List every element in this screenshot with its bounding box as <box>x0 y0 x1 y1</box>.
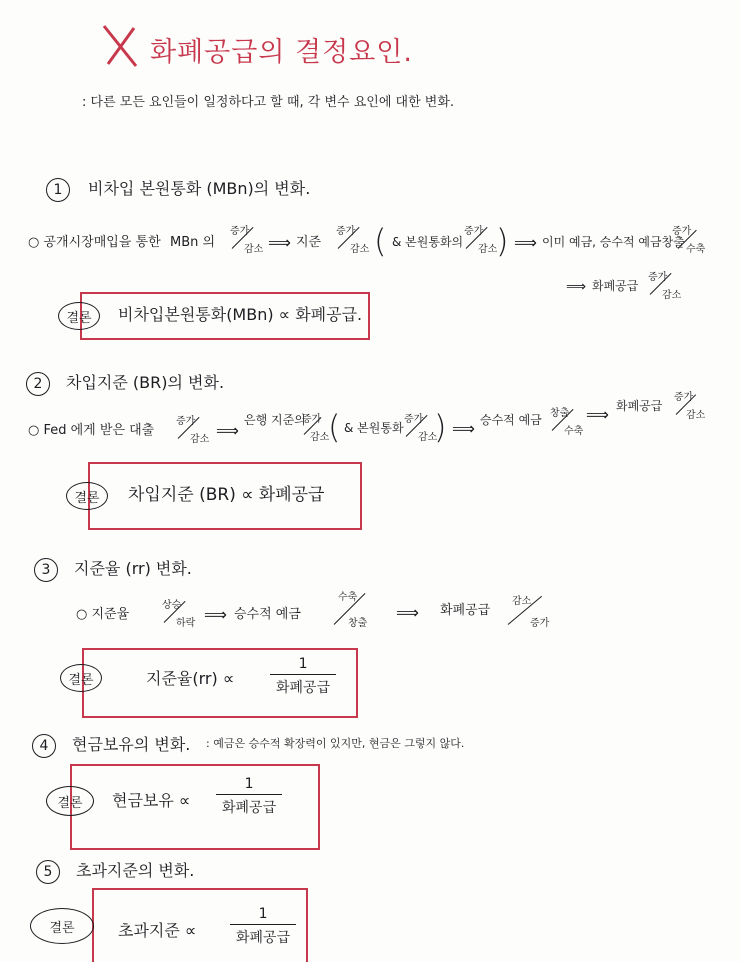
section-3-conclusion-label: 결론 <box>60 664 102 692</box>
section-2-tail2: 화폐공급 <box>616 399 663 413</box>
section-2-ratio3: 증가 감소 <box>404 414 438 443</box>
paren-close: ) <box>496 222 509 260</box>
section-2-conclusion-label: 결론 <box>66 482 108 510</box>
section-2-ratio2: 증가 감소 <box>302 414 330 443</box>
section-3-ratio1: 상승 하락 <box>162 600 196 629</box>
section-3-ratio2: 수축 창출 <box>334 588 374 628</box>
section-3-ratio3: 감소 증가 <box>508 592 548 628</box>
section-4-heading: 현금보유의 변화. <box>72 735 191 754</box>
section-2-tail: 승수적 예금 <box>480 413 542 427</box>
section-2-ratio4: 창출 수축 <box>550 408 584 437</box>
paren-open: ( <box>328 408 341 446</box>
double-arrow-right-icon: ⟹ <box>586 405 609 424</box>
section-1-mid: 지준 <box>296 235 322 250</box>
section-2-lead: ○ Fed 에게 받은 대출 <box>28 423 155 438</box>
section-5-conclusion-label: 결론 <box>30 908 94 944</box>
section-1-lead: ○ 공개시장매입을 통한 <box>28 235 161 250</box>
section-3-mid: 승수적 예금 <box>234 607 301 622</box>
section-1-ratio4: 증가 수축 <box>672 226 706 255</box>
section-1-number: 1 <box>46 178 70 202</box>
double-arrow-right-icon: ⟹ <box>216 421 239 440</box>
section-1-ratio5: 증가 감소 <box>648 272 682 301</box>
double-arrow-right-icon: ⟹ <box>566 279 587 295</box>
double-arrow-right-icon: ⟹ <box>452 419 475 438</box>
section-1-conclusion-text: 비차입본원통화(MBn) ∝ 화폐공급. <box>118 305 363 324</box>
section-2-paren-text: & 본원통화 <box>344 421 404 435</box>
page-title: 화폐공급의 결정요인. <box>150 37 413 68</box>
section-4-note: : 예금은 승수적 확장력이 있지만, 현금은 그렇지 않다. <box>206 737 465 750</box>
section-2-number: 2 <box>26 372 50 396</box>
section-2-ratio1: 증가 감소 <box>176 416 210 445</box>
section-3-lead: ○ 지준율 <box>76 607 130 622</box>
section-1-paren-text: & 본원통화의 <box>392 235 464 249</box>
section-3-number: 3 <box>34 558 58 582</box>
paren-close: ) <box>434 408 447 446</box>
section-4-conclusion-box <box>70 764 320 850</box>
x-mark-icon <box>100 22 140 70</box>
double-arrow-right-icon: ⟹ <box>514 233 537 252</box>
intro-text: : 다른 모든 요인들이 일정하다고 할 때, 각 변수 요인에 대한 변화. <box>82 95 455 110</box>
section-3-conclusion-fraction: 1 화폐공급 <box>270 656 336 697</box>
section-1-ratio1: 증가 감소 <box>230 226 264 255</box>
section-4-conclusion-fraction: 1 화폐공급 <box>216 776 282 817</box>
section-1-heading: 비차입 본원통화 (MBn)의 변화. <box>88 179 311 198</box>
section-5-conclusion-fraction: 1 화폐공급 <box>230 906 296 947</box>
section-1-ratio3: 증가 감소 <box>464 226 498 255</box>
section-2-ratio5: 증가 감소 <box>674 392 706 421</box>
section-3-conclusion-lhs: 지준율(rr) ∝ <box>146 669 235 688</box>
section-2-heading: 차입지준 (BR)의 변화. <box>66 373 225 392</box>
section-2-conclusion-text: 차입지준 (BR) ∝ 화폐공급 <box>128 485 325 505</box>
section-3-heading: 지준율 (rr) 변화. <box>74 559 192 578</box>
paren-open: ( <box>374 222 387 260</box>
double-arrow-right-icon: ⟹ <box>268 233 291 252</box>
section-1-ratio2: 증가 감소 <box>336 226 370 255</box>
section-4-number: 4 <box>32 734 56 758</box>
section-1-tail2: 화폐공급 <box>592 279 639 293</box>
section-2-mid: 은행 지준의 <box>244 413 306 427</box>
section-1-tail: 이미 예금, 승수적 예금창출 <box>542 235 685 249</box>
section-5-heading: 초과지준의 변화. <box>76 861 195 880</box>
double-arrow-right-icon: ⟹ <box>204 605 227 624</box>
section-5-number: 5 <box>36 860 60 884</box>
section-1-var: MBn 의 <box>170 235 216 250</box>
double-arrow-right-icon: ⟹ <box>396 603 419 622</box>
section-4-conclusion-label: 결론 <box>46 786 94 816</box>
section-3-tail: 화폐공급 <box>440 603 491 618</box>
section-4-conclusion-lhs: 현금보유 ∝ <box>112 791 191 810</box>
section-1-conclusion-label: 결론 <box>58 302 100 330</box>
section-5-conclusion-lhs: 초과지준 ∝ <box>118 921 197 940</box>
